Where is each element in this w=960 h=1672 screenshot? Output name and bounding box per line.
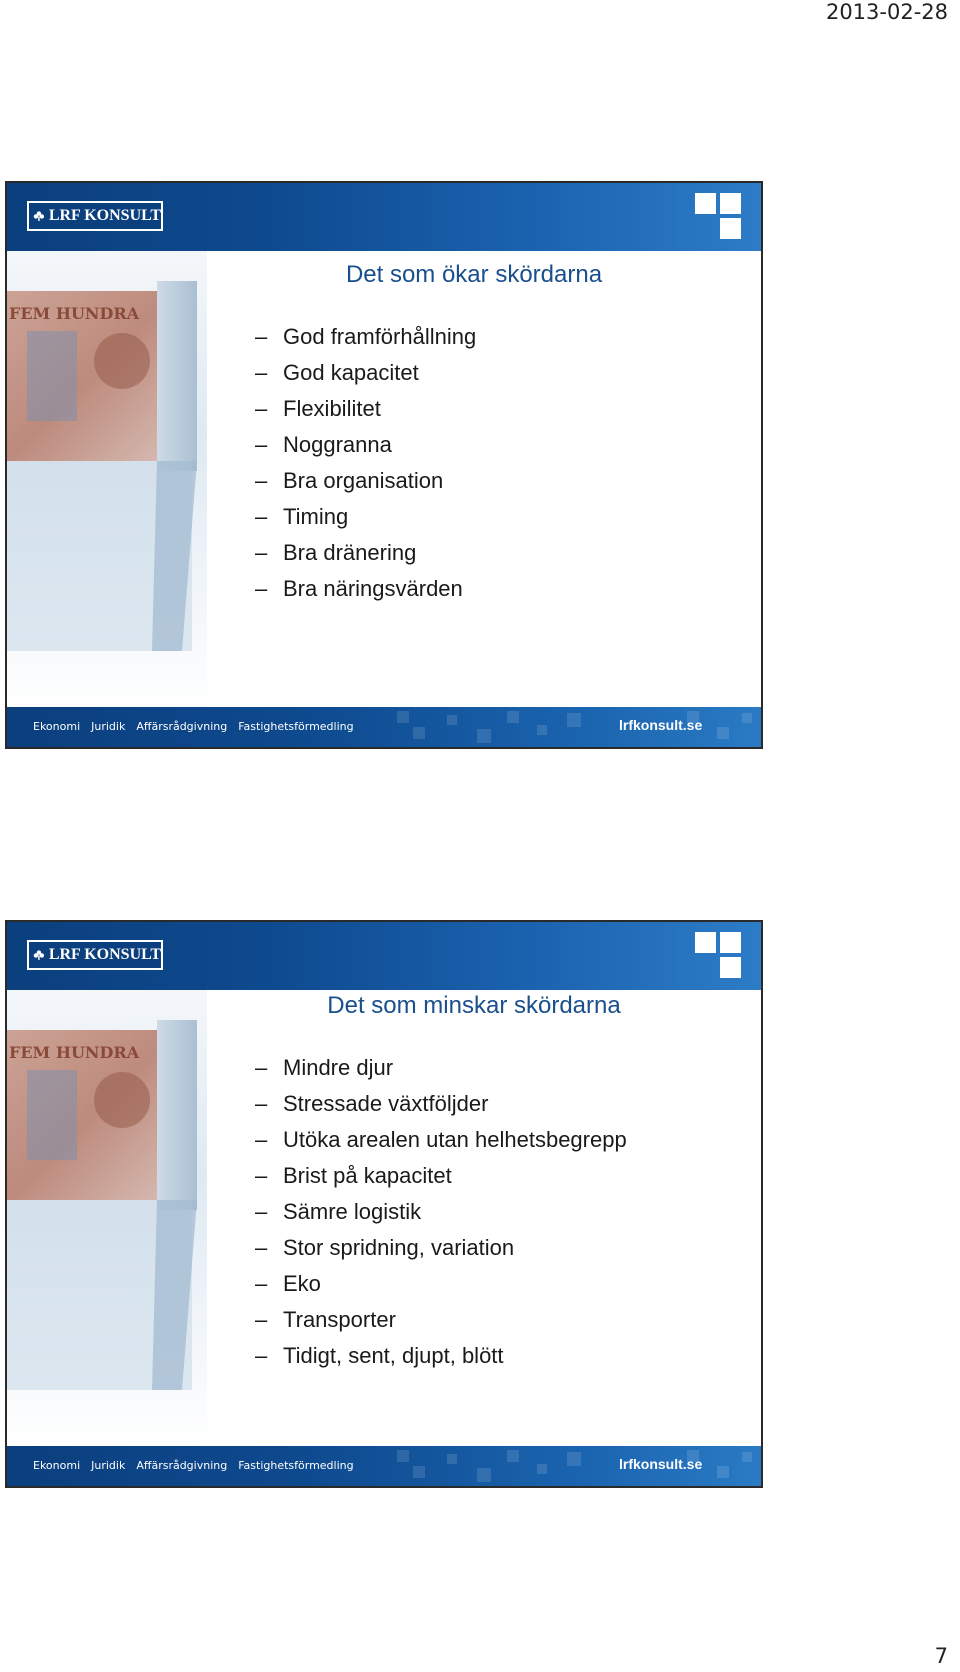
slide-footer [7, 707, 761, 747]
slide-title: Det som minskar skördarna [327, 992, 621, 1019]
squares-logo-icon [695, 193, 743, 241]
list-item: – Flexibilitet [255, 396, 381, 421]
list-item: – Mindre djur [255, 1055, 394, 1080]
page-number: 7 [934, 1644, 948, 1668]
footer-services: Ekonomi Juridik Affärsrådgivning Fastighetsförmedling [33, 1459, 354, 1472]
list-item: – Bra dränering [255, 540, 417, 565]
svg-text:FEM HUNDRA: FEM HUNDRA [9, 304, 140, 323]
list-item: – Stressade växtföljder [255, 1091, 489, 1116]
slide-footer [7, 1446, 761, 1486]
bullet-list [255, 1050, 627, 1374]
footer-url: lrfkonsult.se [619, 717, 703, 733]
list-item: – God kapacitet [255, 360, 419, 385]
list-item: – Brist på kapacitet [255, 1163, 452, 1188]
slide-1 [5, 181, 763, 749]
banknote-image [7, 251, 207, 711]
list-item: – Stor spridning, variation [255, 1235, 515, 1260]
logo-text: LRF KONSULT [48, 207, 161, 224]
footer-url: lrfkonsult.se [619, 1456, 703, 1472]
list-item: – Sämre logistik [255, 1199, 422, 1224]
list-item: – Bra organisation [255, 468, 444, 493]
lrf-logo [27, 201, 163, 231]
footer-pattern [387, 1446, 763, 1486]
list-item: – God framförhållning [255, 324, 477, 349]
lrf-logo [27, 940, 163, 970]
squares-logo-icon [695, 932, 743, 980]
footer-pattern [387, 707, 763, 747]
logo-text: LRF KONSULT [48, 946, 161, 963]
list-item: – Timing [255, 504, 349, 529]
list-item: – Noggranna [255, 432, 392, 457]
page-date: 2013-02-28 [825, 0, 948, 24]
bullet-list [255, 319, 476, 607]
footer-services: Ekonomi Juridik Affärsrådgivning Fastighetsförmedling [33, 720, 354, 733]
list-item: – Transporter [255, 1307, 396, 1332]
list-item: – Bra näringsvärden [255, 576, 463, 601]
list-item: – Eko [255, 1271, 321, 1296]
slide-header [7, 922, 761, 990]
slide-header [7, 183, 761, 251]
svg-text:FEM HUNDRA: FEM HUNDRA [9, 1043, 140, 1062]
list-item: – Tidigt, sent, djupt, blött [255, 1343, 504, 1368]
slide-title: Det som ökar skördarna [345, 261, 603, 288]
lrf-logo-icon [33, 944, 45, 966]
slide-2 [5, 920, 763, 1488]
list-item: – Utöka arealen utan helhetsbegrepp [255, 1127, 627, 1152]
lrf-logo-icon [33, 205, 45, 227]
banknote-image [7, 990, 207, 1450]
